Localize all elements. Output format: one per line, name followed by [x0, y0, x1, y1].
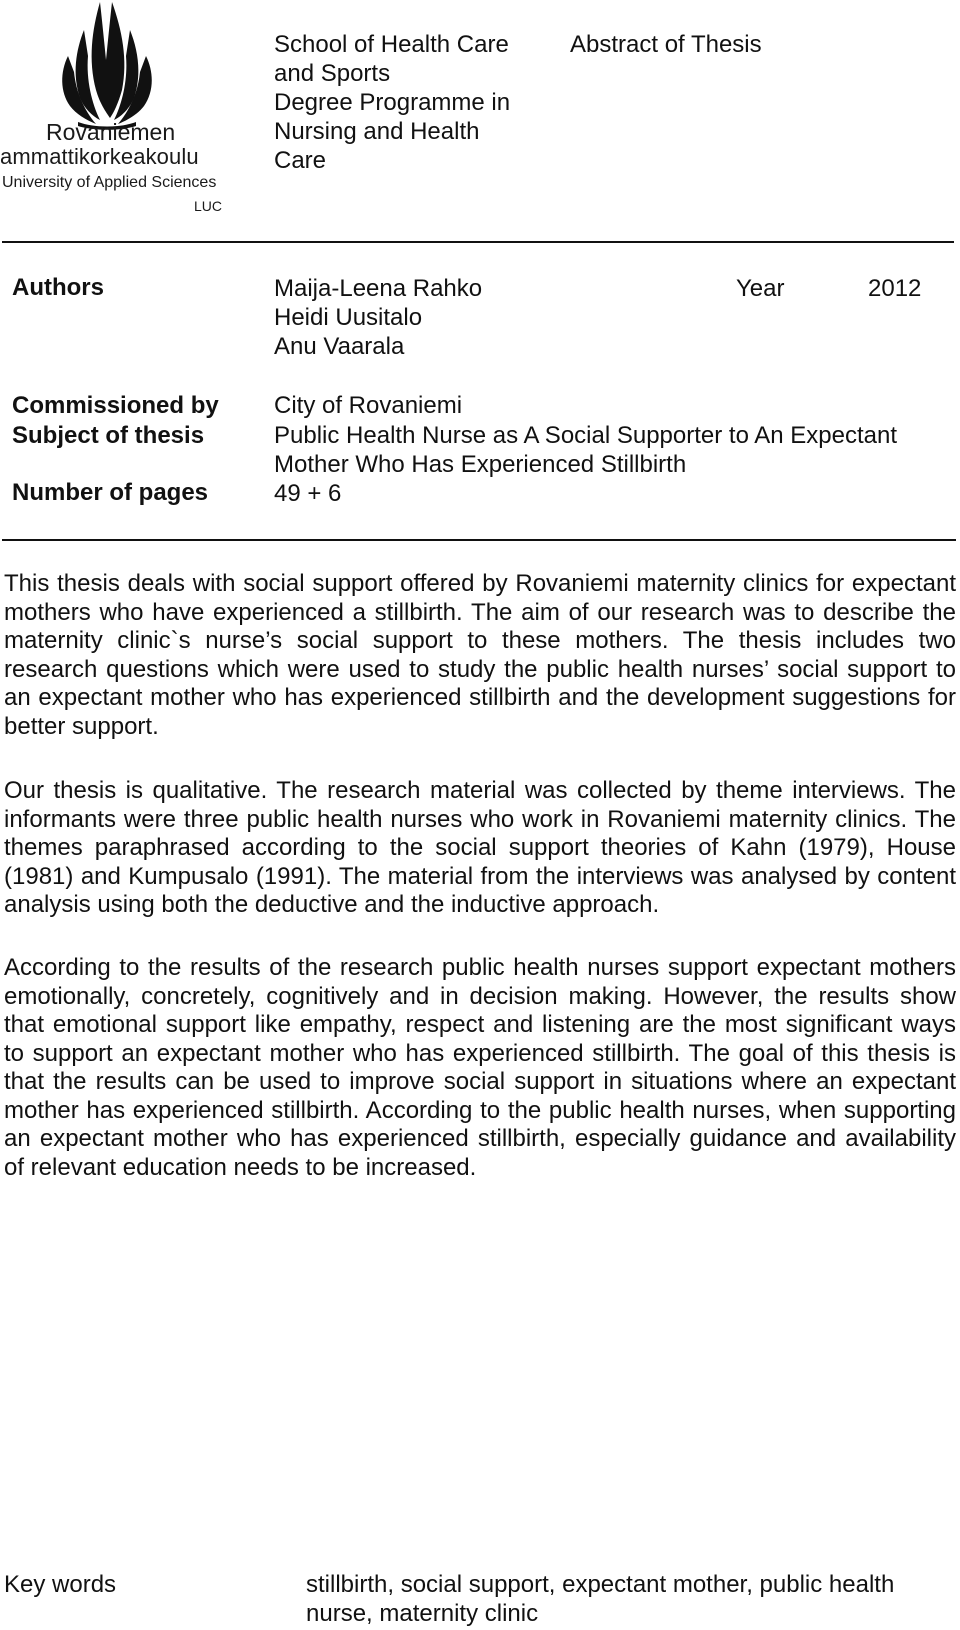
keywords-label: Key words: [4, 1571, 117, 1598]
author-name: Heidi Uusitalo: [274, 304, 423, 331]
author-name: Anu Vaarala: [274, 333, 405, 360]
header-divider: [2, 241, 954, 243]
pages-label: Number of pages: [12, 479, 209, 506]
subject-value: [274, 421, 897, 479]
commissioned-label: Commissioned by: [12, 392, 219, 419]
meta-divider: [2, 539, 956, 541]
year-value: 2012: [868, 275, 922, 302]
document-type: Abstract of Thesis: [570, 31, 762, 58]
school-line: Nursing and Health: [274, 118, 480, 145]
keywords-value: [306, 1570, 894, 1628]
abstract-paragraph-3: According to the results of the research public health nurses support expectant mothers emotionally, concretely, cognitively and in decision making. However, the results show that emotional support like empathy, respect and listening are the most significant ways to support an expectant mother who has experienced stillbirth. The goal of this thesis is that the results can be used to improve social support in situations where an expectant mother has experienced stillbirth. According to the public health nurses, when supporting an expectant mother who has experienced stillbirth, especially guidance and availability of relevant education needs to be increased.: [4, 954, 956, 1181]
commissioned-value: City of Rovaniemi: [274, 392, 463, 419]
pages-value: 49 + 6: [274, 480, 342, 507]
subject-line: Public Health Nurse as A Social Supporter to An Expectant: [274, 422, 898, 449]
university-logo: [0, 0, 232, 216]
logo-text-abbrev: LUC: [194, 198, 223, 214]
logo-text-name: Rovaniemen: [46, 119, 176, 145]
school-line: and Sports: [274, 60, 391, 87]
author-name: Maija-Leena Rahko: [274, 275, 483, 302]
keywords-line: nurse, maternity clinic: [306, 1600, 539, 1627]
logo-emblem-icon: [0, 0, 232, 130]
school-line: Degree Programme in: [274, 89, 511, 116]
abstract-paragraph-2: Our thesis is qualitative. The research material was collected by theme interviews. The informants were three public health nurses who work in Rovaniemi maternity clinics. The themes paraphrased according to the social support theories of Kahn (1979), House (1981) and Kumpusalo (1991). The material from the interviews was analysed by content analysis using both the deductive and the inductive approach.: [4, 777, 956, 918]
logo-text-institution: ammattikorkeakoulu: [0, 144, 199, 169]
keywords-line: stillbirth, social support, expectant mother, public health: [306, 1571, 895, 1598]
subject-line: Mother Who Has Experienced Stillbirth: [274, 451, 687, 478]
abstract-paragraph-1: This thesis deals with social support offered by Rovaniemi maternity clinics for expectant mothers who have experienced a stillbirth. The aim of our research was to describe the maternity clinic`s nurse’s social support to these mothers. The thesis includes two research questions which were used to study the public health nurses’ social support to an expectant mother who has experienced stillbirth and the development suggestions for better support.: [4, 570, 956, 740]
school-line: Care: [274, 147, 327, 174]
subject-label: Subject of thesis: [12, 422, 205, 449]
authors-label: Authors: [12, 274, 104, 301]
year-label: Year: [736, 275, 785, 302]
school-line: School of Health Care: [274, 31, 509, 58]
logo-text-university: University of Applied Sciences: [2, 174, 217, 191]
authors-list: [274, 274, 482, 361]
school-programme: [274, 30, 510, 175]
